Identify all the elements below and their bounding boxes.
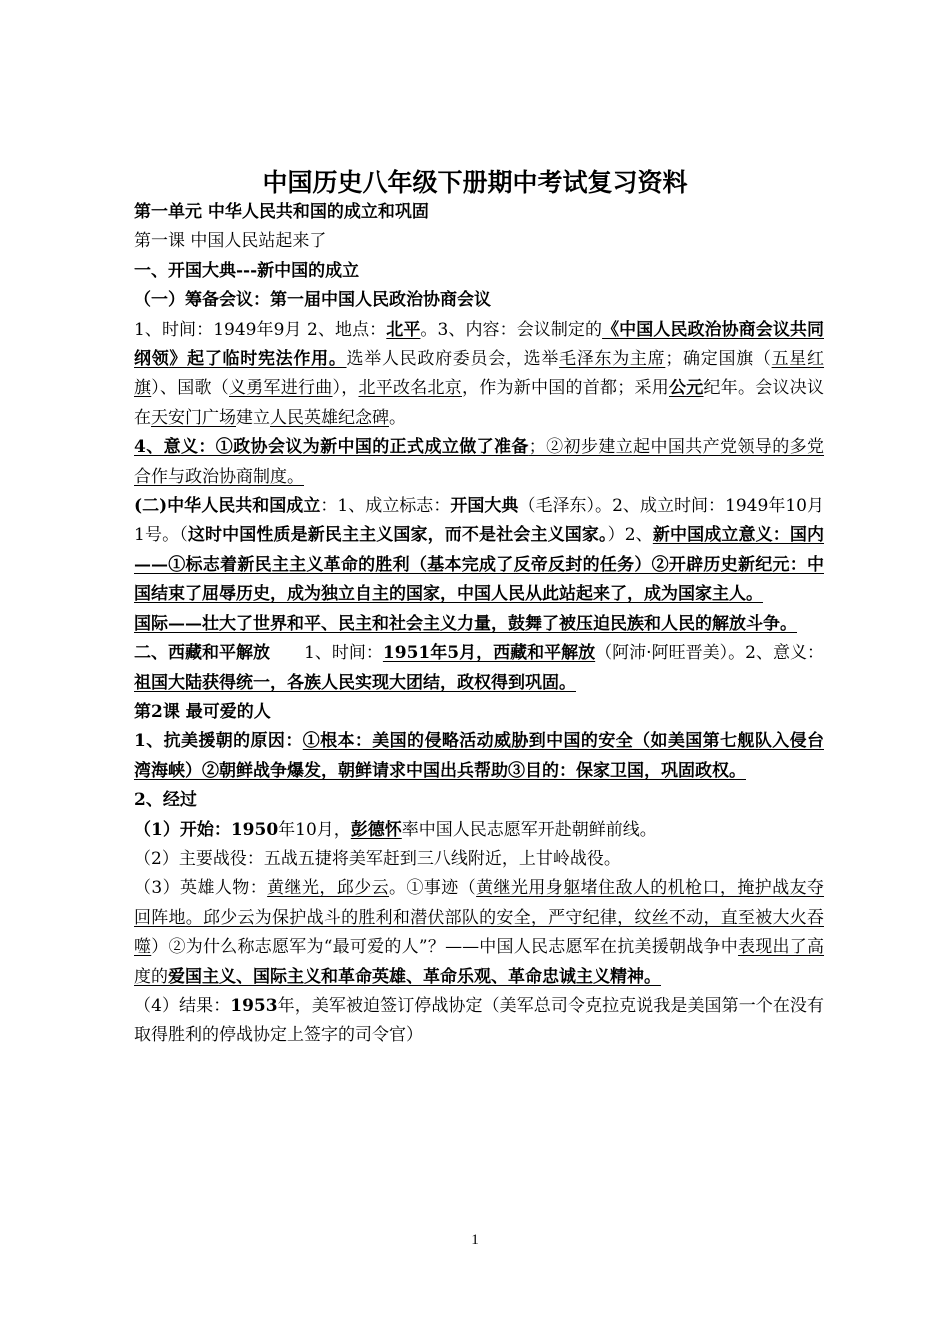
paragraph-reasons: 1、抗美援朝的原因：①根本：美国的侵略活动威胁到中国的安全（如美国第七舰队入侵台湾海峡）②朝鲜战争爆发，朝鲜请求中国出兵帮助③目的：保家卫国，巩固政权。: [134, 731, 824, 781]
unit-heading: 第一单元 中华人民共和国的成立和巩固: [134, 202, 429, 222]
paragraph-battles: （2）主要战役：五战五捷将美军赶到三八线附近，上甘岭战役。: [134, 848, 621, 869]
paragraph-international: 国际——壮大了世界和平、民主和社会主义力量，鼓舞了被压迫民族和人民的解放斗争。: [134, 613, 797, 634]
lesson-heading: 第一课 中国人民站起来了: [134, 231, 327, 252]
document-body: [134, 198, 824, 1051]
paragraph-start: （1）开始：1950年10月，彭德怀率中国人民志愿军开赴朝鲜前线。: [134, 819, 657, 840]
paragraph-process: 2、经过: [134, 790, 197, 811]
section-heading: 一、开国大典---新中国的成立: [134, 260, 360, 281]
paragraph-result: （4）结果：1953年，美军被迫签订停战协定（美军总司令克拉克说我是美国第一个在没有取得胜利的停战协定上签字的司令官）: [134, 995, 824, 1046]
paragraph-significance: 4、意义：①政协会议为新中国的正式成立做了准备；②初步建立起中国共产党领导的多党合作与政治协商制度。: [134, 437, 825, 487]
lesson-heading-2: 第2课 最可爱的人: [134, 701, 271, 722]
subsection-heading: （一）筹备会议：第一届中国人民政治协商会议: [134, 290, 491, 311]
paragraph-meeting: 1、时间：1949年9月 2、地点：北平。3、内容：会议制定的《中国人民政治协商会议共同纲领》起了临时宪法作用。选举人民政府委员会，选举毛泽东为主席；确定国旗（五星红旗）、国歌（义勇军进行曲），北平改名北京，作为新中国的首都；采用公元纪年。会议决议在天安门广场建立人民英雄纪念碑。: [134, 319, 825, 428]
paragraph-heroes: （3）英雄人物：黄继光，邱少云。①事迹（黄继光用身躯堵住敌人的机枪口，掩护战友夺回阵地。邱少云为保护战斗的胜利和潜伏部队的安全，严守纪律，纹丝不动，直至被大火吞噬）②为什么称志愿军为“最可爱的人”？——中国人民志愿军在抗美援朝战争中表现出了高度的爱国主义、国际主义和革命英雄、革命乐观、革命忠诚主义精神。: [134, 878, 825, 987]
document-title: 中国历史八年级下册期中考试复习资料: [262, 168, 688, 197]
paragraph-tibet: 二、西藏和平解放 1、时间：1951年5月，西藏和平解放（阿沛·阿旺晋美）。2、意义：祖国大陆获得统一，各族人民实现大团结，政权得到巩固。: [134, 643, 824, 693]
page-number: 1: [471, 1232, 479, 1248]
paragraph-founding: (二)中华人民共和国成立：1、成立标志：开国大典（毛泽东）。2、成立时间：1949年10月1号。（这时中国性质是新民主主义国家，而不是社会主义国家。）2、新中国成立意义：国内——①标志着新民主主义革命的胜利（基本完成了反帝反封的任务）②开辟历史新纪元：中国结束了屈辱历史，成为独立自主的国家，中国人民从此站起来了，成为国家主人。: [134, 496, 825, 605]
